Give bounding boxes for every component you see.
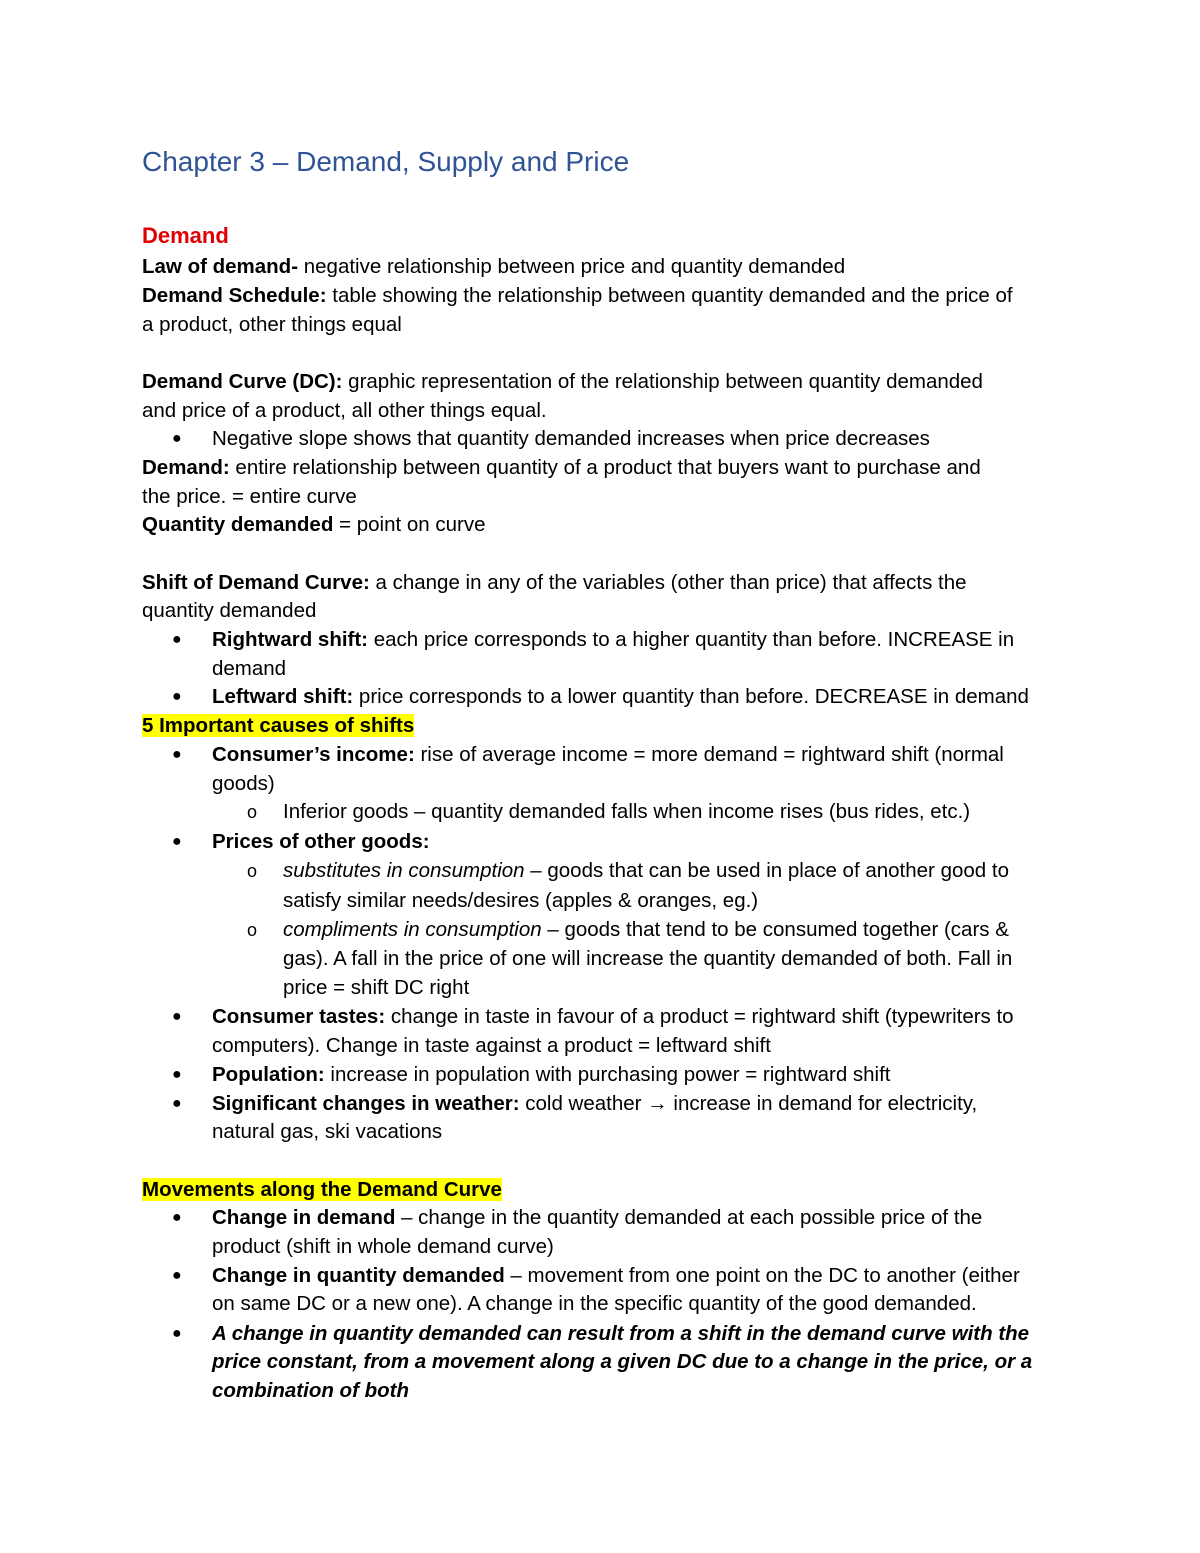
rightward-shift: Rightward shift: each price corresponds to a higher quantity than before. INCREASE in xyxy=(212,628,1015,651)
demand-definition: Demand: entire relationship between quantity of a product that buyers want to purchase and xyxy=(142,456,981,479)
bullet-icon: ● xyxy=(172,1008,182,1025)
demand-schedule: Demand Schedule: table showing the relationship between quantity demanded and the price of xyxy=(142,284,1013,307)
compliments: compliments in consumption – goods that tend to be consumed together (cars & xyxy=(283,918,1009,941)
final-note: A change in quantity demanded can result from a shift in the demand curve with the xyxy=(212,1322,1030,1345)
substitutes: substitutes in consumption – goods that can be used in place of another good to xyxy=(283,859,1009,882)
bullet-icon: ● xyxy=(172,430,182,447)
curve-bullet: Negative slope shows that quantity demanded increases when price decreases xyxy=(212,427,930,450)
substitutes-cont: satisfy similar needs/desires (apples & oranges, eg.) xyxy=(283,889,759,912)
demand-curve: Demand Curve (DC): graphic representation of the relationship between quantity demanded xyxy=(142,370,983,393)
bullet-icon: ● xyxy=(172,1066,182,1083)
bullet-icon: ● xyxy=(172,1267,182,1284)
change-in-demand: Change in demand – change in the quantity demanded at each possible price of the xyxy=(212,1206,983,1229)
shift-of-demand-curve-cont: quantity demanded xyxy=(142,599,317,622)
leftward-shift: Leftward shift: price corresponds to a lower quantity than before. DECREASE in demand xyxy=(212,685,1029,708)
quantity-demanded: Quantity demanded = point on curve xyxy=(142,513,486,536)
law-of-demand: Law of demand- negative relationship between price and quantity demanded xyxy=(142,255,846,278)
consumer-income-cont: goods) xyxy=(212,772,275,795)
weather-cont: natural gas, ski vacations xyxy=(212,1120,443,1143)
final-note-cont: price constant, from a movement along a given DC due to a change in the price, or a xyxy=(212,1350,1033,1373)
inferior-goods: Inferior goods – quantity demanded falls when income rises (bus rides, etc.) xyxy=(283,800,971,823)
demand-schedule-cont: a product, other things equal xyxy=(142,313,402,336)
sub-bullet-icon: o xyxy=(247,861,258,881)
shift-of-demand-curve: Shift of Demand Curve: a change in any of the variables (other than price) that affects the xyxy=(142,571,967,594)
demand-curve-cont: and price of a product, all other things equal. xyxy=(142,399,547,422)
bullet-icon: ● xyxy=(172,1095,182,1112)
final-note-cont-2: combination of both xyxy=(212,1379,409,1402)
section-heading-demand: Demand xyxy=(142,223,229,248)
right-arrow-icon: → xyxy=(647,1092,668,1115)
change-in-quantity-demanded-cont: on same DC or a new one). A change in the specific quantity of the good demanded. xyxy=(212,1292,977,1315)
sub-bullet-icon: o xyxy=(247,920,258,940)
sub-bullet-icon: o xyxy=(247,802,258,822)
prices-of-other-goods: Prices of other goods: xyxy=(212,830,430,853)
consumer-tastes-cont: computers). Change in taste against a product = leftward shift xyxy=(212,1034,771,1057)
bullet-icon: ● xyxy=(172,688,182,705)
consumer-tastes: Consumer tastes: change in taste in favour of a product = rightward shift (typewriters to xyxy=(212,1005,1014,1028)
compliments-cont-2: price = shift DC right xyxy=(283,976,470,999)
rightward-shift-cont: demand xyxy=(212,657,287,680)
movements-heading: Movements along the Demand Curve xyxy=(142,1178,502,1201)
demand-definition-cont: the price. = entire curve xyxy=(142,485,357,508)
bullet-icon: ● xyxy=(172,1209,182,1226)
bullet-icon: ● xyxy=(172,833,182,850)
weather: Significant changes in weather: cold weather → increase in demand for electricity, xyxy=(212,1092,978,1115)
compliments-cont: gas). A fall in the price of one will increase the quantity demanded of both. Fall in xyxy=(283,947,1013,970)
change-in-demand-cont: product (shift in whole demand curve) xyxy=(212,1235,554,1258)
consumer-income: Consumer’s income: rise of average income = more demand = rightward shift (normal xyxy=(212,743,1004,766)
change-in-quantity-demanded: Change in quantity demanded – movement from one point on the DC to another (either xyxy=(212,1264,1020,1287)
bullet-icon: ● xyxy=(172,631,182,648)
bullet-icon: ● xyxy=(172,1325,182,1342)
causes-heading: 5 Important causes of shifts xyxy=(142,714,415,737)
bullet-icon: ● xyxy=(172,746,182,763)
chapter-title: Chapter 3 – Demand, Supply and Price xyxy=(142,146,630,177)
population: Population: increase in population with purchasing power = rightward shift xyxy=(212,1063,891,1086)
